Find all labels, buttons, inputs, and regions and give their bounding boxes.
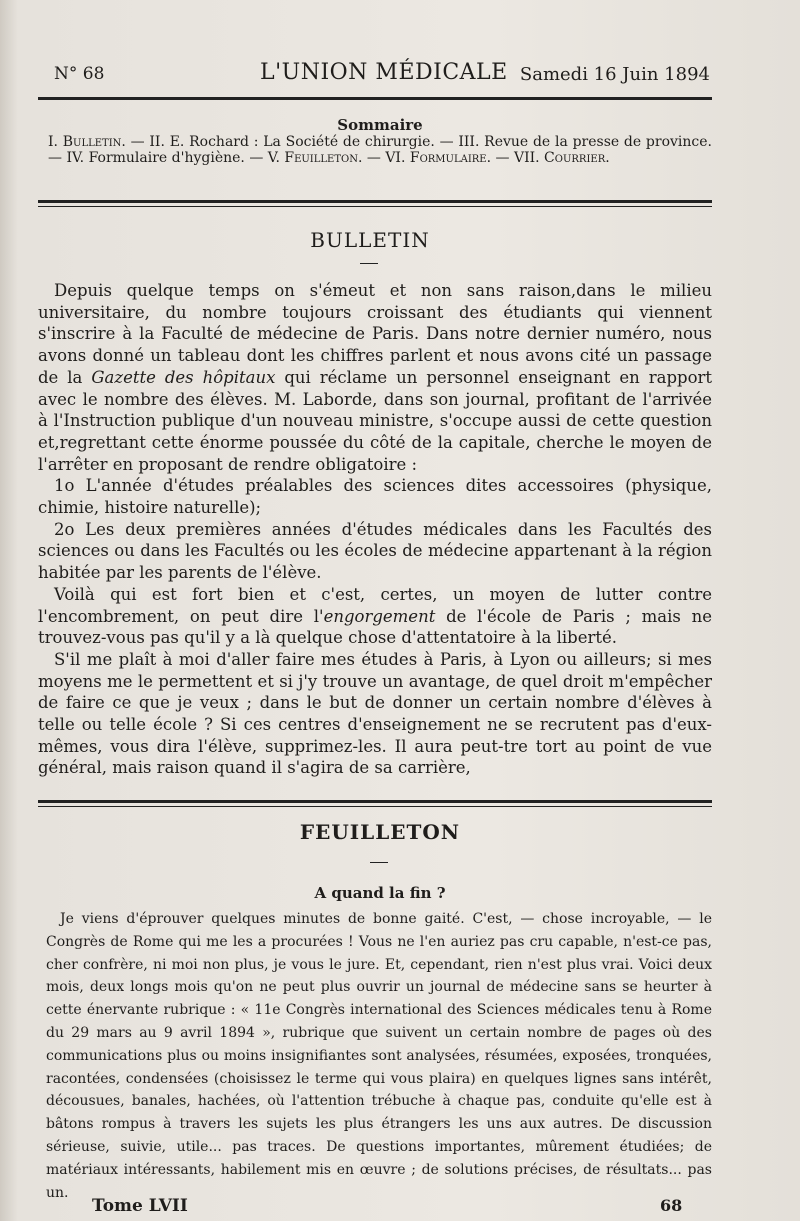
sommaire-item: VII. Courrier.: [513, 150, 610, 166]
bulletin-paragraph: Voilà qui est fort bien et c'est, certes, un moyen de lutter contre l'encombrement, on peut dire l'engorgement de l'école de Paris ; mais ne trouvez-vous pas qu'il y a là quelque chose d'attentatoire à la liberté.: [38, 584, 712, 648]
feuilleton-rule-bottom: [38, 806, 712, 807]
bulletin-dash: [360, 263, 378, 264]
issue-number: N° 68: [54, 64, 105, 84]
sommaire-list: I. Bulletin. — II. E. Rochard : La Société de chirurgie. — III. Revue de la presse de province. — IV. Formulaire d'hygiène. — V. Feuilleton. — VI. Formulaire. — VII. Courrier.: [48, 134, 712, 166]
sommaire-item: III. Revue de la presse de province.: [458, 134, 712, 150]
feuilleton-rule-top: [38, 800, 712, 803]
feuilleton-heading: FEUILLETON: [299, 820, 461, 844]
feuilleton-dash: [370, 862, 388, 863]
bulletin-body: [38, 280, 712, 779]
sommaire-item: IV. Formulaire d'hygiène.: [66, 150, 245, 166]
masthead-rule: [38, 97, 712, 100]
sommaire-rule-top: [38, 200, 712, 203]
sommaire-item: II. E. Rochard : La Société de chirurgie.: [149, 134, 435, 150]
page-number: 68: [660, 1196, 683, 1215]
issue-date: Samedi 16 Juin 1894: [519, 64, 710, 85]
feuilleton-subheading: A quand la fin ?: [314, 884, 446, 902]
bulletin-heading: BULLETIN: [310, 228, 430, 252]
feuilleton-paragraph: Je viens d'éprouver quelques minutes de bonne gaité. C'est, — chose incroyable, — le Congrès de Rome qui me les a procurées ! Vous ne l'en auriez pas cru capable, n'est-ce pas, cher confrère, ni moi non plus, je vous le jure. Et, cependant, rien n'est plus vrai. Voici deux mois, deux longs mois qu'on ne peut plus ouvrir un journal de médecine sans se heurter à cette énervante rubrique : « 11e Congrès international des Sciences médicales tenu à Rome du 29 mars au 9 avril 1894 », rubrique que suivent un certain nombre de pages où des communications plus ou moins insignifiantes sont analysées, résumées, exposées, tronquées, racontées, condensées (choisissez le terme qui vous plaira) en quelques lignes sans intérêt, décousues, banales, hachées, où l'attention trébuche à chaque pas, conduite qu'elle est à bâtons rompus à travers les sujets les plus étrangers les uns aux autres. De discussion sérieuse, suivie, utile... pas traces. De questions importantes, mûrement étudiées; de matériaux intéressants, habilement mis en œuvre ; de solutions précises, de résultats... pas un.: [46, 911, 712, 1201]
sommaire-item: I. Bulletin.: [48, 134, 126, 150]
bulletin-paragraph: Depuis quelque temps on s'émeut et non sans raison,dans le milieu universitaire, du nombre toujours croissant des étudiants qui viennent s'inscrire à la Faculté de médecine de Paris. Dans notre dernier numéro, nous avons donné un tableau dont les chiffres parlent et nous avons cité un passage de la Gazette des hôpitaux qui réclame un personnel enseignant en rapport avec le nombre des élèves. M. Laborde, dans son journal, profitant de l'arrivée à l'Instruction publique d'un nouveau ministre, s'occupe aussi de cette question et,regrettant cette énorme poussée du côté de la capitale, cherche le moyen de l'arrêter en proposant de rendre obligatoire :: [38, 281, 713, 474]
bulletin-paragraph: S'il me plaît à moi d'aller faire mes études à Paris, à Lyon ou ailleurs; si mes moyens me le permettent et si j'y trouve un avantage, de quel droit m'empêcher de faire ce que je veux ; dans le but de donner un certain nombre d'élèves à telle ou telle école ? Si ces centres d'enseignement ne se recrutent pas d'eux-mêmes, vous dira l'élève, supprimez-les. Il aura peut-tre tort au point de vue général, mais raison quand il s'agira de sa carrière,: [38, 649, 712, 778]
sommaire-rule-bottom: [38, 206, 712, 207]
masthead: [40, 58, 720, 90]
sommaire-item: V. Feuilleton.: [267, 150, 363, 166]
bulletin-paragraph: 2o Les deux premières années d'études médicales dans les Facultés des sciences ou dans les Facultés ou les écoles de médecine appartenant à la région habitée par les parents de l'élève.: [38, 519, 712, 583]
bulletin-paragraph: 1o L'année d'études préalables des sciences dites accessoires (physique, chimie, histoire naturelle);: [38, 476, 712, 518]
journal-title: L'UNION MÉDICALE: [260, 60, 508, 85]
volume-label: Tome LVII: [92, 1196, 188, 1216]
feuilleton-body: [46, 908, 712, 1204]
sommaire-title: Sommaire: [337, 116, 423, 134]
sommaire-item: VI. Formulaire.: [385, 150, 492, 166]
